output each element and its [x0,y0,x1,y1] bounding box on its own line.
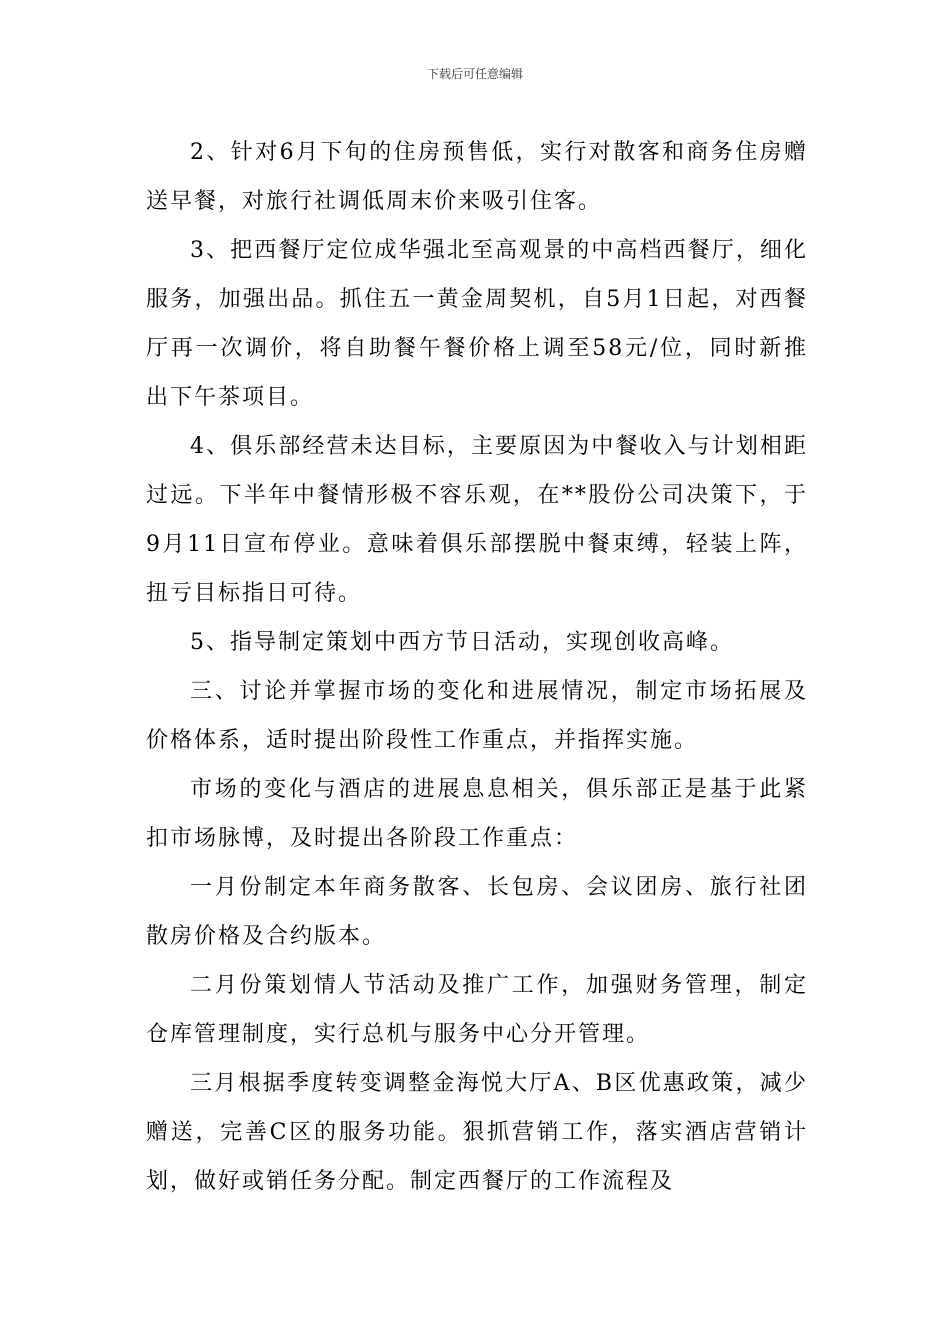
paragraph-market-intro: 市场的变化与酒店的进展息息相关，俱乐部正是基于此紧扣市场脉博，及时提出各阶段工作重点： [146,777,808,851]
paragraph-item-3: 3、把西餐厅定位成华强北至高观景的中高档西餐厅，细化服务，加强出品。抓住五一黄金周契机，自5月1日起，对西餐厅再一次调价，将自助餐午餐价格上调至58元/位，同时新推出下午茶项目。 [146,238,808,410]
paragraph-january: 一月份制定本年商务散客、长包房、会议团房、旅行社团散房价格及合约版本。 [146,875,808,949]
paragraph-item-2: 2、针对6月下旬的住房预售低，实行对散客和商务住房赠送早餐，对旅行社调低周末价来吸引住客。 [146,140,808,214]
paragraph-february: 二月份策划情人节活动及推广工作，加强财务管理，制定仓库管理制度，实行总机与服务中心分开管理。 [146,973,808,1047]
paragraph-item-5: 5、指导制定策划中西方节日活动，实现创收高峰。 [190,630,734,655]
document-body [146,128,808,1206]
paragraph-item-4: 4、俱乐部经营未达目标，主要原因为中餐收入与计划相距过远。下半年中餐情形极不容乐观，在**股份公司决策下，于9月11日宣布停业。意味着俱乐部摆脱中餐束缚，轻装上阵，扭亏目标指日可待。 [146,434,808,606]
paragraph-march: 三月根据季度转变调整金海悦大厅A、B区优惠政策，减少赠送，完善C区的服务功能。狠抓营销工作，落实酒店营销计划，做好或销任务分配。制定西餐厅的工作流程及 [146,1071,808,1194]
page-header-note: 下载后可任意编辑 [426,67,523,81]
section-heading-three: 三、讨论并掌握市场的变化和进展情况，制定市场拓展及价格体系，适时提出阶段性工作重点，并指挥实施。 [146,679,808,753]
